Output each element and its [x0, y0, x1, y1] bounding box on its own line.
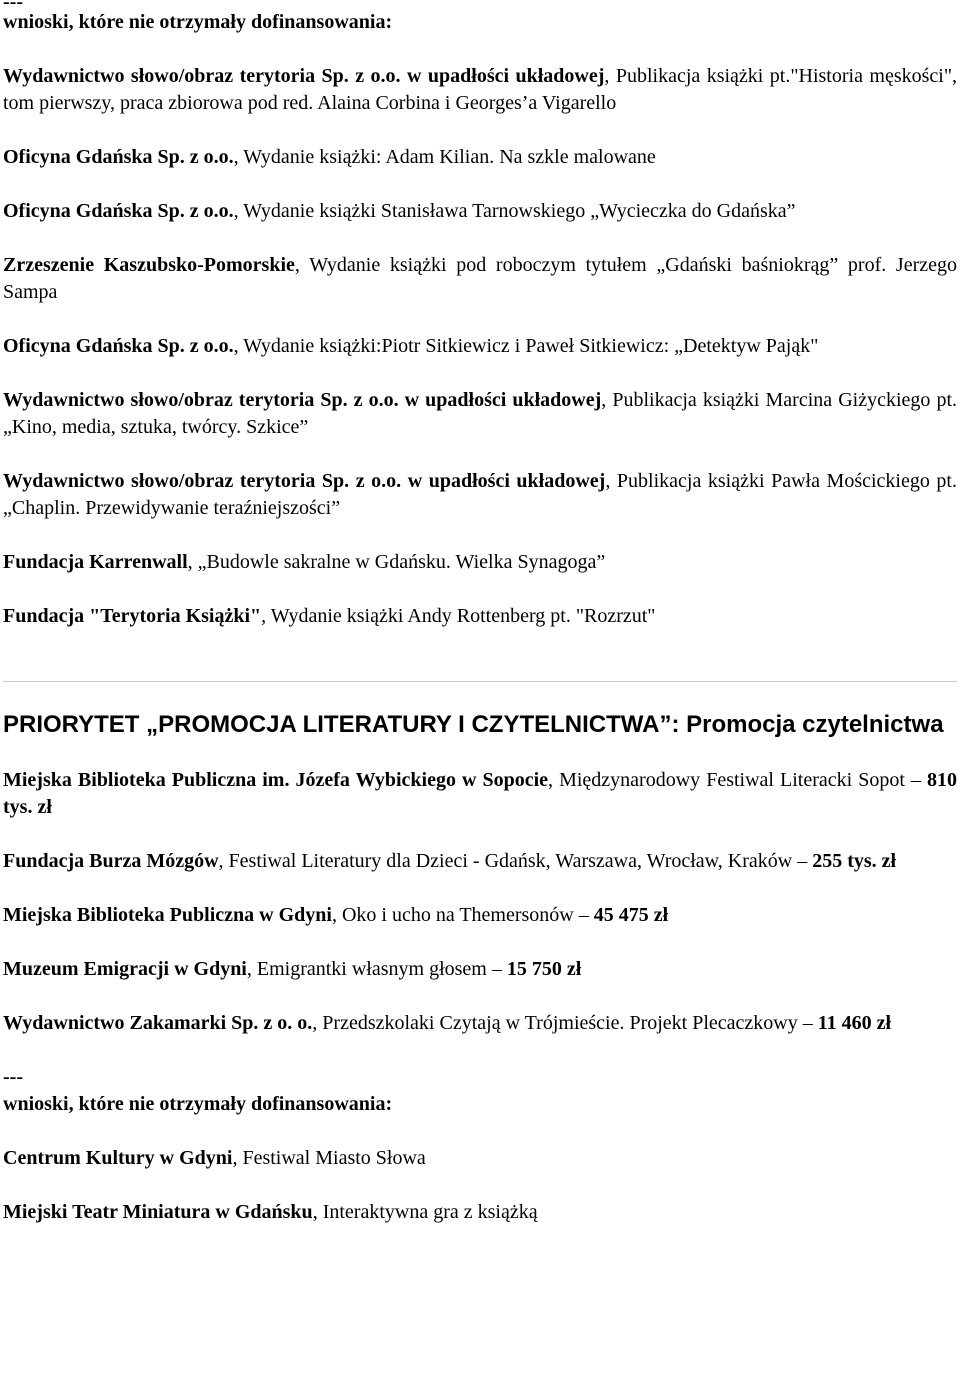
list-item	[3, 956, 957, 983]
organization-name: Centrum Kultury w Gdyni	[3, 1147, 233, 1169]
list-item	[3, 333, 957, 360]
project-description: , Festiwal Literatury dla Dzieci - Gdańsk, Warszawa, Wrocław, Kraków –	[218, 850, 813, 872]
list-item	[3, 1199, 957, 1226]
separator-dashes: ---	[3, 1066, 23, 1088]
project-description: , Oko i ucho na Themersonów –	[331, 904, 594, 926]
organization-name: Wydawnictwo słowo/obraz terytoria Sp. z o.o. w upadłości układowej	[3, 470, 606, 492]
project-description: , Przedszkolaki Czytają w Trójmieście. Projekt Plecaczkowy –	[312, 1012, 818, 1034]
organization-name: Wydawnictwo Zakamarki Sp. z o. o.	[3, 1012, 313, 1034]
project-description: , Emigrantki własnym głosem –	[246, 958, 507, 980]
project-description: , Festiwal Miasto Słowa	[232, 1147, 426, 1169]
project-description: , Interaktywna gra z książką	[312, 1201, 538, 1223]
organization-name: Oficyna Gdańska Sp. z o.o.	[3, 146, 234, 168]
section-divider	[3, 681, 957, 682]
organization-name: Miejski Teatr Miniatura w Gdańsku	[3, 1201, 313, 1223]
grant-amount: 810 tys. zł	[3, 769, 957, 818]
list-item	[3, 63, 957, 117]
list-item	[3, 252, 957, 306]
organization-name: Zrzeszenie Kaszubsko-Pomorskie	[3, 254, 295, 276]
list-item	[3, 198, 957, 225]
project-description: , Wydanie książki Andy Rottenberg pt. "Rozrzut"	[261, 605, 656, 627]
organization-name: Miejska Biblioteka Publiczna w Gdyni	[3, 904, 332, 926]
list-item	[3, 468, 957, 522]
project-description: , Wydanie książki:Piotr Sitkiewicz i Paweł Sitkiewicz: „Detektyw Pająk"	[233, 335, 819, 357]
organization-name: Wydawnictwo słowo/obraz terytoria Sp. z o.o. w upadłości układowej	[3, 389, 602, 411]
organization-name: Oficyna Gdańska Sp. z o.o.	[3, 200, 234, 222]
organization-name: Miejska Biblioteka Publiczna im. Józefa Wybickiego w Sopocie	[3, 769, 549, 791]
list-item	[3, 1145, 957, 1172]
list-item	[3, 767, 957, 821]
separator-dashes: ---	[3, 0, 23, 13]
project-description: , Publikacja książki pt."Historia męskości", tom pierwszy, praca zbiorowa pod red. Alaina Corbina i Georges’a Vigarello	[3, 65, 957, 114]
project-description: , Wydanie książki pod roboczym tytułem „Gdański baśniokrąg” prof. Jerzego Sampa	[3, 254, 958, 303]
organization-name: Oficyna Gdańska Sp. z o.o.	[3, 335, 234, 357]
unfunded-heading: wnioski, które nie otrzymały dofinansowania:	[3, 1093, 393, 1115]
grant-amount: 45 475 zł	[593, 904, 669, 926]
grant-amount: 11 460 zł	[817, 1012, 892, 1034]
list-item	[3, 902, 957, 929]
list-item	[3, 603, 957, 630]
list-item	[3, 144, 957, 171]
priority-heading: PRIORYTET „PROMOCJA LITERATURY I CZYTELNICTWA”: Promocja czytelnictwa	[3, 711, 944, 738]
project-description: , Publikacja książki Marcina Giżyckiego pt. „Kino, media, sztuka, twórcy. Szkice”	[3, 389, 958, 438]
project-description: , „Budowle sakralne w Gdańsku. Wielka Synagoga”	[187, 551, 606, 573]
project-description: , Międzynarodowy Festiwal Literacki Sopot –	[548, 769, 927, 791]
list-item	[3, 549, 957, 576]
project-description: , Publikacja książki Pawła Mościckiego pt. „Chaplin. Przewidywanie teraźniejszości”	[3, 470, 957, 519]
list-item	[3, 1010, 957, 1037]
grant-amount: 15 750 zł	[506, 958, 582, 980]
organization-name: Fundacja "Terytoria Książki"	[3, 605, 262, 627]
project-description: , Wydanie książki: Adam Kilian. Na szkle malowane	[233, 146, 656, 168]
list-item	[3, 848, 957, 875]
list-item	[3, 387, 957, 441]
project-description: , Wydanie książki Stanisława Tarnowskiego „Wycieczka do Gdańska”	[233, 200, 796, 222]
organization-name: Fundacja Karrenwall	[3, 551, 188, 573]
organization-name: Wydawnictwo słowo/obraz terytoria Sp. z o.o. w upadłości układowej	[3, 65, 605, 87]
organization-name: Muzeum Emigracji w Gdyni	[3, 958, 247, 980]
grant-amount: 255 tys. zł	[812, 850, 897, 872]
organization-name: Fundacja Burza Mózgów	[3, 850, 219, 872]
unfunded-heading: wnioski, które nie otrzymały dofinansowania:	[3, 11, 393, 33]
